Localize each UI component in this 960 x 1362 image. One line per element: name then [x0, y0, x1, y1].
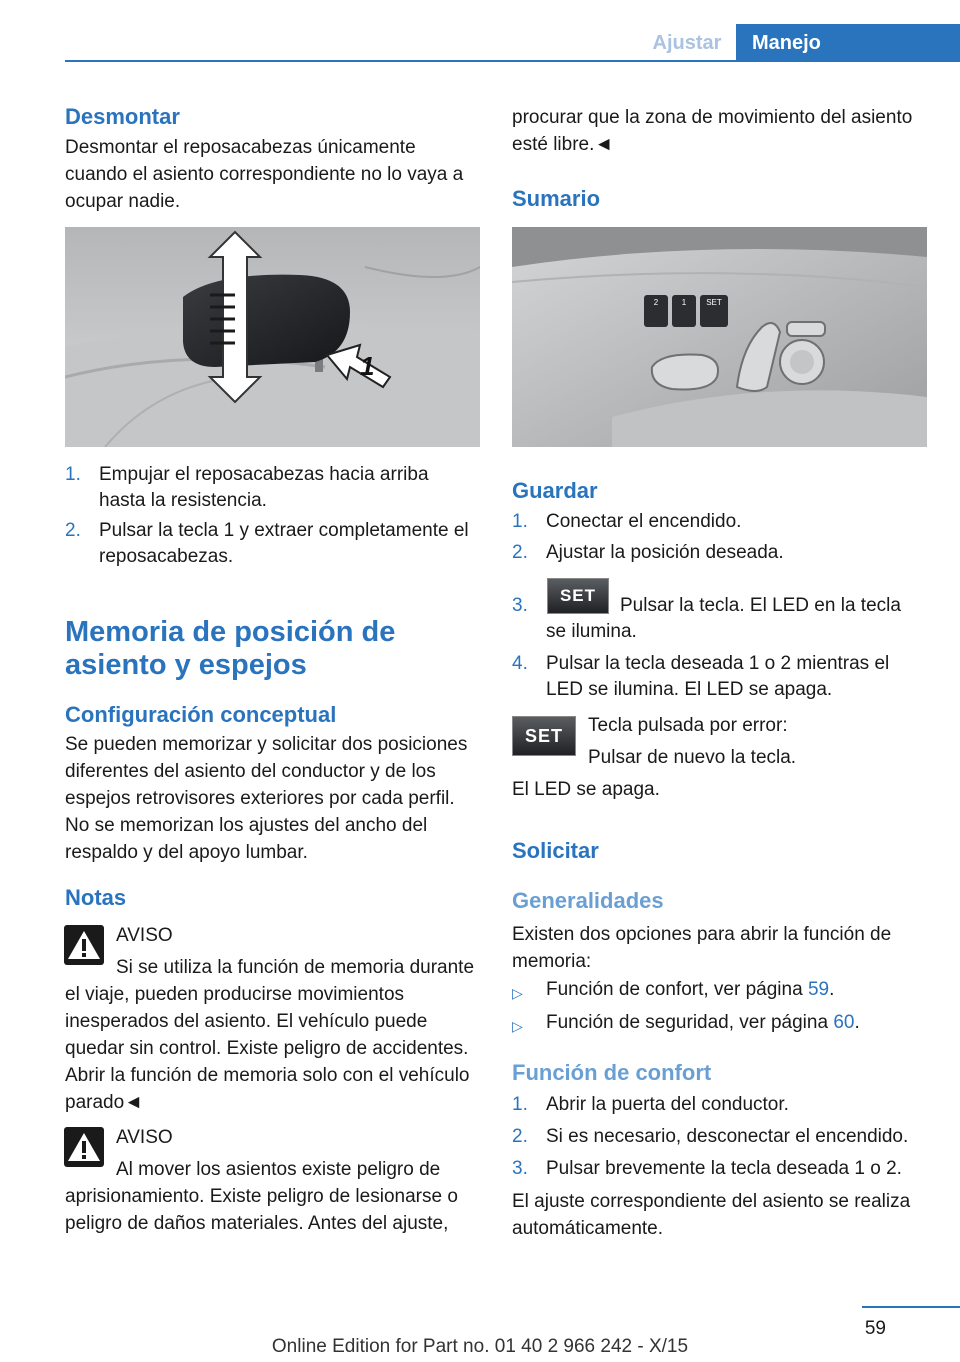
led-off-text: El LED se apaga.	[512, 779, 660, 800]
list-text: Pulsar la tecla. El LED en la tecla se ilumina.	[546, 595, 901, 642]
list-text: Conectar el encendido.	[546, 511, 742, 532]
bullet-icon: ▷	[512, 985, 523, 1001]
list-number: 1.	[512, 511, 528, 532]
tab-manejo[interactable]: Manejo	[736, 24, 960, 62]
list-number: 2.	[512, 542, 528, 563]
list-text: Pulsar brevemente la tecla deseada 1 o 2.	[546, 1158, 902, 1179]
confort-heading: Función de confort	[512, 1060, 712, 1085]
list-text: Abrir la puerta del conductor.	[546, 1094, 789, 1115]
tip-line: Pulsar de nuevo la tecla.	[588, 747, 797, 768]
set-key-icon: SET	[547, 578, 609, 614]
continued-text: procurar que la zona de movimiento del asiento esté libre.◄	[512, 107, 913, 155]
list-number: 2.	[512, 1126, 528, 1147]
headrest-figure	[65, 227, 480, 447]
config-text: Se pueden memorizar y solicitar dos posiciones diferentes del asiento del conductor y de los espejos retrovisores exteriores por cada perfil. No se memorizan los ajustes del ancho del respaldo y del apoyo lumbar.	[65, 734, 468, 863]
edition-footer: Online Edition for Part no. 01 40 2 966 242 - X/15	[271, 1336, 689, 1357]
confort-result: El ajuste correspondiente del asiento se realiza automáticamente.	[512, 1191, 911, 1239]
list-number: 3.	[512, 1158, 528, 1179]
section-title: Memoria de posición de asiento y espejos	[65, 616, 396, 681]
list-number: 1.	[512, 1094, 528, 1115]
list-number: 1.	[65, 464, 81, 485]
warning-label: AVISO	[116, 925, 173, 946]
list-text: Función de seguridad, ver página	[546, 1012, 834, 1033]
tip-line: Tecla pulsada por error:	[588, 715, 788, 736]
desmontar-text: Desmontar el reposacabezas únicamente cuando el asiento correspondiente no lo vaya a ocupar nadie.	[65, 137, 464, 212]
list-text: Empujar el reposacabezas hacia arriba hasta la resistencia.	[99, 464, 429, 511]
list-text: Pulsar la tecla 1 y extraer completamente el reposacabezas.	[99, 520, 469, 567]
warning-text: Al mover los asientos existe peligro de aprisionamiento. Existe peligro de lesionarse o peligro de daños materiales. Antes del ajuste,	[65, 1159, 458, 1234]
generalidades-text: Existen dos opciones para abrir la función de memoria:	[512, 924, 892, 972]
desmontar-heading: Desmontar	[65, 104, 180, 129]
sumario-heading: Sumario	[512, 186, 601, 211]
set-key-icon: SET	[512, 716, 576, 756]
page-number: 59	[864, 1318, 886, 1339]
solicitar-heading: Solicitar	[512, 838, 599, 863]
list-text-end: .	[829, 979, 835, 1000]
list-text-end: .	[854, 1012, 860, 1033]
seat-key-2: 2	[653, 298, 659, 307]
warning-label: AVISO	[116, 1127, 173, 1148]
header-rule	[65, 60, 960, 62]
guardar-heading: Guardar	[512, 478, 598, 503]
list-text: Ajustar la posición deseada.	[546, 542, 784, 563]
tab-ajustar[interactable]: Ajustar	[652, 31, 722, 54]
bullet-icon: ▷	[512, 1018, 523, 1034]
page-link-59[interactable]: 59	[807, 979, 830, 1000]
page-link-60[interactable]: 60	[833, 1012, 855, 1033]
footer-rule	[862, 1306, 960, 1308]
seat-controls-illustration	[512, 227, 927, 447]
seat-controls-figure	[512, 227, 927, 447]
list-text: Pulsar la tecla deseada 1 o 2 mientras el LED se ilumina. El LED se apaga.	[546, 653, 890, 700]
warning-text: Si se utiliza la función de memoria durante el viaje, pueden producirse movimientos inesperados del asiento. El vehículo puede quedar sin control. Existe peligro de accidentes. Abrir la función de memoria solo con el vehículo parado◄	[65, 957, 475, 1113]
list-text: Función de confort, ver página	[546, 979, 808, 1000]
seat-key-set: SET	[706, 298, 722, 307]
headrest-illustration	[65, 227, 480, 447]
notas-heading: Notas	[65, 885, 127, 910]
list-number: 4.	[512, 653, 528, 674]
generalidades-heading: Generalidades	[512, 888, 664, 913]
list-number: 3.	[512, 595, 528, 616]
list-text: Si es necesario, desconectar el encendido.	[546, 1126, 909, 1147]
seat-key-1: 1	[681, 298, 687, 307]
figure-callout-1: 1	[360, 351, 375, 381]
config-heading: Configuración conceptual	[65, 702, 337, 727]
list-number: 2.	[65, 520, 81, 541]
